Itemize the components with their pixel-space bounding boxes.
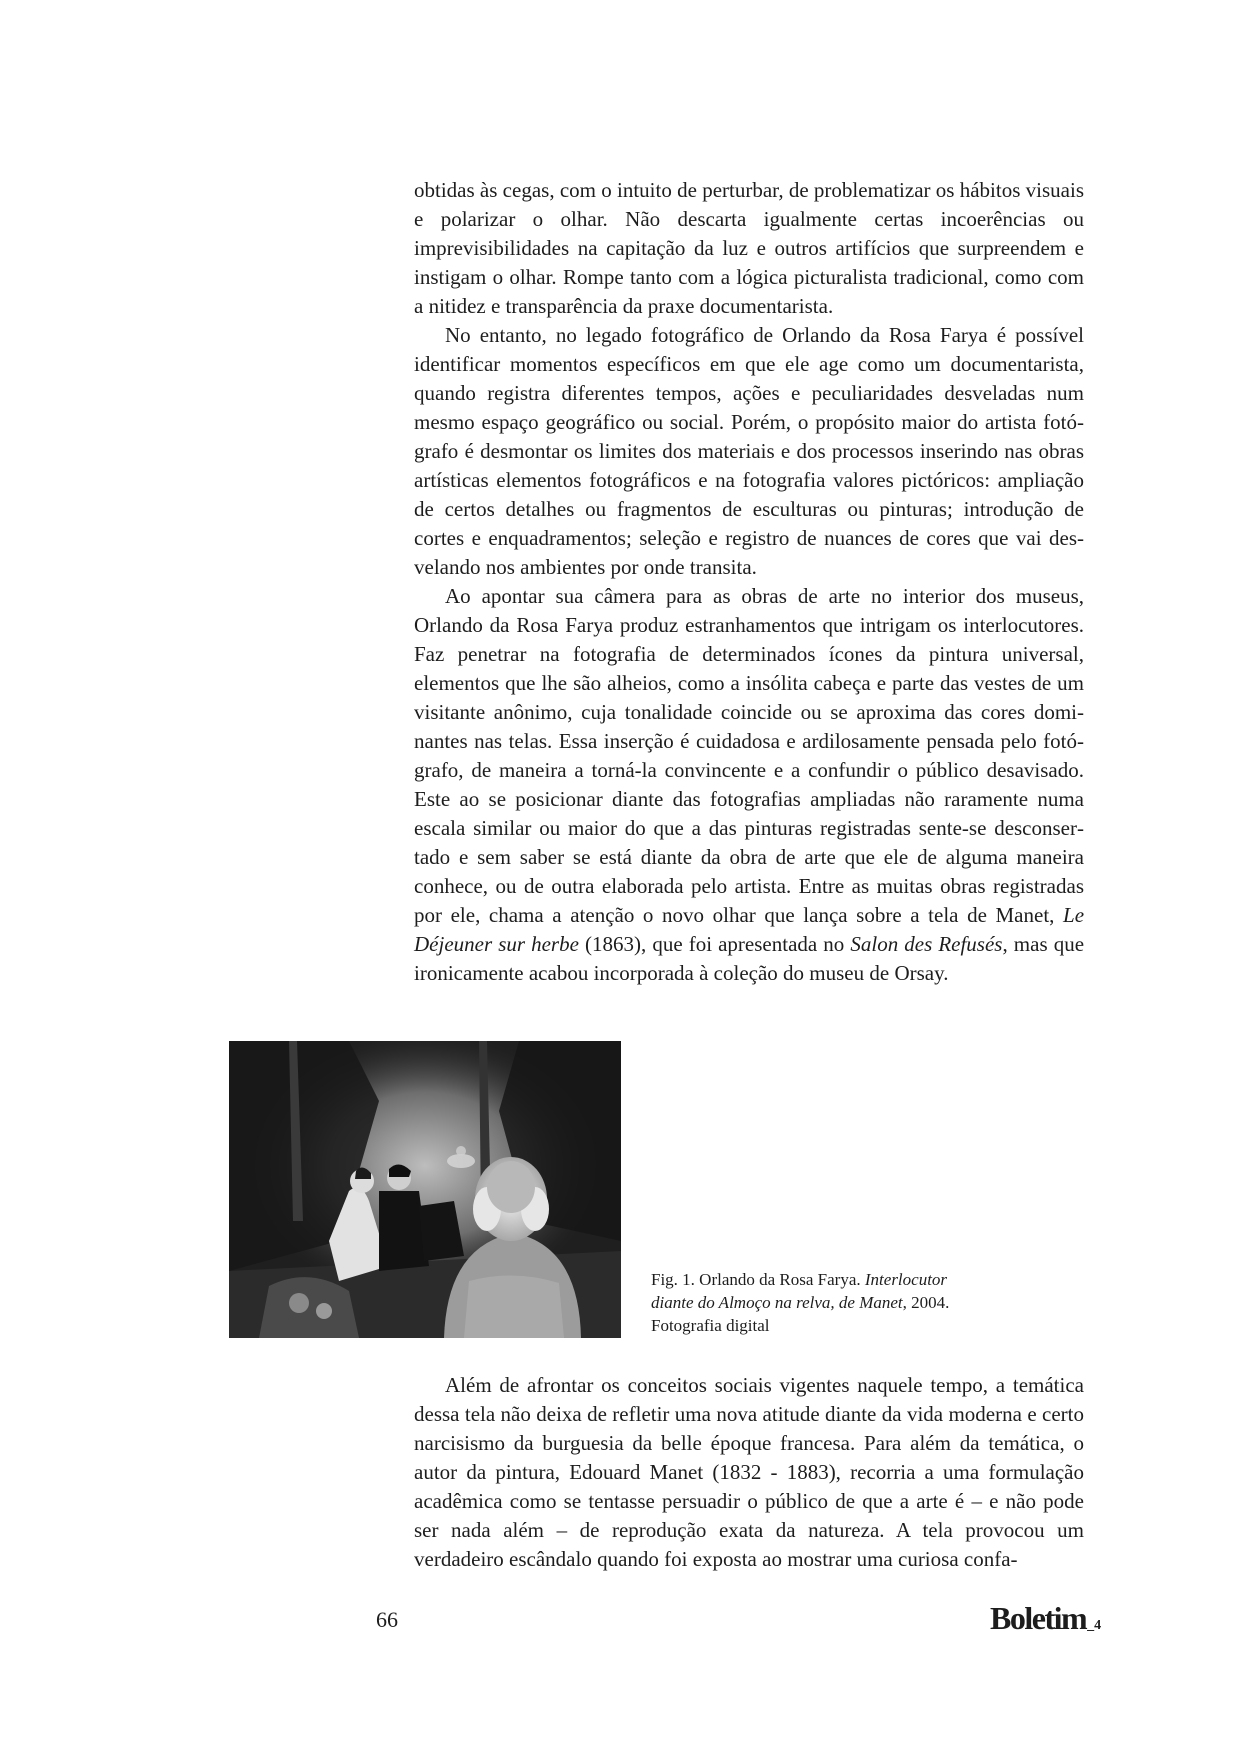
body-text-top <box>414 176 1084 988</box>
publication-name: Boletim <box>990 1600 1087 1636</box>
paragraph-text: Ao apontar sua câmera para as obras de arte no interior dos museus, Orlando da Rosa Farya produz estranhamentos que intrigam os interlocutores. Faz penetrar na fotografia de determinados ícones da pintura universal, elementos que lhe são alheios, como a insólita cabeça e parte das vestes de um visitante anônimo, cuja tonalidade coincide ou se aproxima das cores dominantes nas telas. Essa inserção é cuidadosa e ardilosamente pensada pelo fotógrafo, de maneira a torná-la convincente e a confundir o público desavisado. Este ao se posicionar diante das fotografias ampliadas não raramente numa escala similar ou maior do que a das pinturas registradas sente-se desconsertado e sem saber se está diante da obra de arte que ele de alguma maneira conhece, ou de outra elaborada pelo artista. Entre as muitas obras registradas por ele, chama a atenção o novo olhar que lança sobre a tela de Manet, <box>414 584 1084 927</box>
paragraph-text: (1863), que foi apresentada no <box>585 932 845 956</box>
caption-prefix: Fig. 1. Orlando da Rosa Farya. <box>651 1270 861 1289</box>
body-text-bottom <box>414 1371 1084 1574</box>
paragraph-text: , mas que ironicamente acabou incorporada à coleção do museu de Orsay. <box>414 932 1085 985</box>
issue-number: _4 <box>1087 1618 1102 1633</box>
body-paragraph: Além de afrontar os conceitos sociais vigentes naquele tempo, a temática dessa tela não deixa de refletir uma nova atitude diante da vida moderna e certo narcisismo da burguesia da belle époque francesa. Para além da temática, o autor da pintura, Edouard Manet (1832 - 1883), recorria a uma formulação acadêmica como se tentasse persuadir o público de que a arte é – e não pode ser nada além – de reprodução exata da natureza. A tela provocou um verdadeiro escândalo quando foi exposta ao mostrar uma curiosa confa- <box>414 1373 1084 1571</box>
caption-suffix: , 2004. <box>902 1293 950 1312</box>
figure-photo <box>229 1041 621 1338</box>
artwork-title: Le Déjeuner sur herbe <box>414 903 1085 956</box>
salon-name: Salon des Refusés <box>850 932 1003 956</box>
page-number: 66 <box>376 1607 398 1632</box>
publication-logo <box>990 1600 1101 1644</box>
body-paragraph: No entanto, no legado fotográfico de Orlando da Rosa Farya é possível identificar momentos específicos em que ele age como um documentarista, quando registra diferentes tempos, ações e peculiaridades desveladas num mesmo espaço geográfico ou social. Porém, o propósito maior do artista fotógrafo é desmontar os limites dos materiais e dos processos inserindo nas obras artísticas elementos fotográficos e na fotografia valores pictóricos: ampliação de certos detalhes ou fragmentos de esculturas ou pinturas; introdução de cortes e enquadramentos; seleção e registro de nuances de cores que vai desvelando nos ambientes por onde transita. <box>414 323 1084 579</box>
caption-medium: Fotografia digital <box>651 1316 770 1335</box>
caption-title: Interlocutor diante do Almoço na relva, de Manet <box>651 1270 948 1312</box>
photo-illustration <box>229 1041 621 1338</box>
body-paragraph: obtidas às cegas, com o intuito de perturbar, de problematizar os hábitos visuais e polarizar o olhar. Não descarta igualmente certas incoerências ou imprevisibilidades na capitação da luz e outros artifícios que surpreendem e instigam o olhar. Rompe tanto com a lógica picturalista tradicional, como com a nitidez e transparência da praxe documentarista. <box>414 178 1084 318</box>
body-paragraph <box>414 582 1084 988</box>
figure-caption <box>651 1268 991 1337</box>
